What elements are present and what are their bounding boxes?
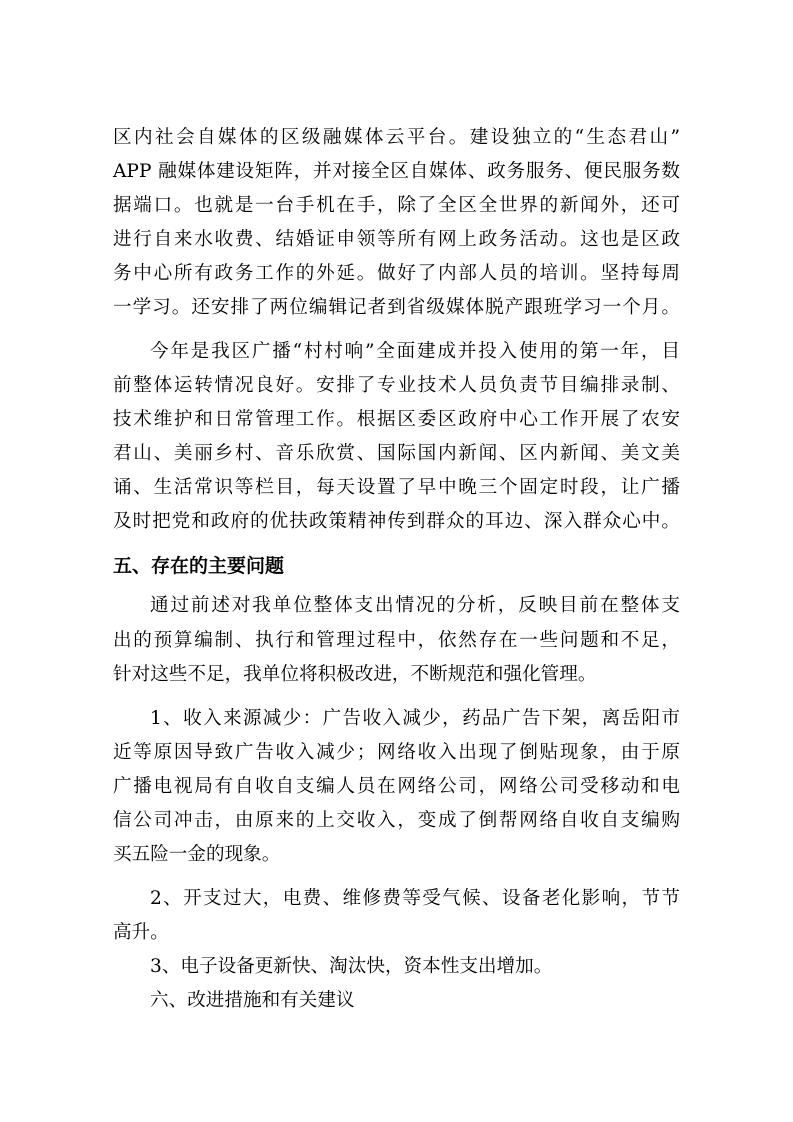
body-text-line: 前整体运转情况良好。安排了专业技术人员负责节目编排录制、 — [113, 375, 680, 396]
list-item-line: 3、电子设备更新快、淘汰快，资本性支出增加。 — [150, 956, 553, 977]
body-text-line: 进行自来水收费、结婚证申领等所有网上政务活动。这也是区政 — [113, 229, 680, 250]
body-text-line: 高升。 — [113, 922, 169, 943]
body-text-line: 广播电视局有自收自支编人员在网络公司，网络公司受移动和电 — [113, 776, 680, 797]
body-text-line: 信公司冲击，由原来的上交收入，变成了倒帮网络自收自支编购 — [113, 810, 680, 831]
body-text-line: 出的预算编制、执行和管理过程中，依然存在一些问题和不足， — [113, 630, 680, 651]
body-text-line: 诵、生活常识等栏目，每天设置了早中晚三个固定时段，让广播 — [113, 477, 680, 498]
body-text-line: 买五险一金的现象。 — [113, 844, 281, 865]
body-text-line: 技术维护和日常管理工作。根据区委区政府中心工作开展了农安 — [113, 409, 680, 430]
section-heading-plain: 六、改进措施和有关建议 — [150, 990, 355, 1011]
paragraph-first-line: 今年是我区广播“村村响”全面建成并投入使用的第一年，目 — [150, 341, 680, 362]
body-text-line: 近等原因导致广告收入减少；网络收入出现了倒贴现象，由于原 — [113, 742, 680, 763]
body-text-line: 据端口。也就是一台手机在手，除了全区全世界的新闻外，还可 — [113, 195, 680, 216]
list-item-first-line: 1、收入来源减少：广告收入减少，药品广告下架，离岳阳市 — [150, 708, 680, 729]
body-text-line: 务中心所有政务工作的外延。做好了内部人员的培训。坚持每周 — [113, 263, 680, 284]
body-text-line: 区内社会自媒体的区级融媒体云平台。建设独立的“生态君山” — [113, 127, 680, 148]
list-item-first-line: 2、开支过大，电费、维修费等受气候、设备老化影响，节节 — [150, 888, 680, 909]
body-text-line: 及时把党和政府的优扶政策精神传到群众的耳边、深入群众心中。 — [113, 511, 680, 532]
body-text-line: 针对这些不足，我单位将积极改进，不断规范和强化管理。 — [113, 664, 597, 685]
body-text-line: 一学习。还安排了两位编辑记者到省级媒体脱产跟班学习一个月。 — [113, 297, 680, 318]
paragraph-first-line: 通过前述对我单位整体支出情况的分析，反映目前在整体支 — [150, 595, 680, 616]
section-heading: 五、存在的主要问题 — [113, 555, 285, 577]
body-text-line: APP 融媒体建设矩阵，并对接全区自媒体、政务服务、便民服务数 — [113, 161, 680, 182]
body-text-line: 君山、美丽乡村、音乐欣赏、国际国内新闻、区内新闻、美文美 — [113, 443, 680, 464]
